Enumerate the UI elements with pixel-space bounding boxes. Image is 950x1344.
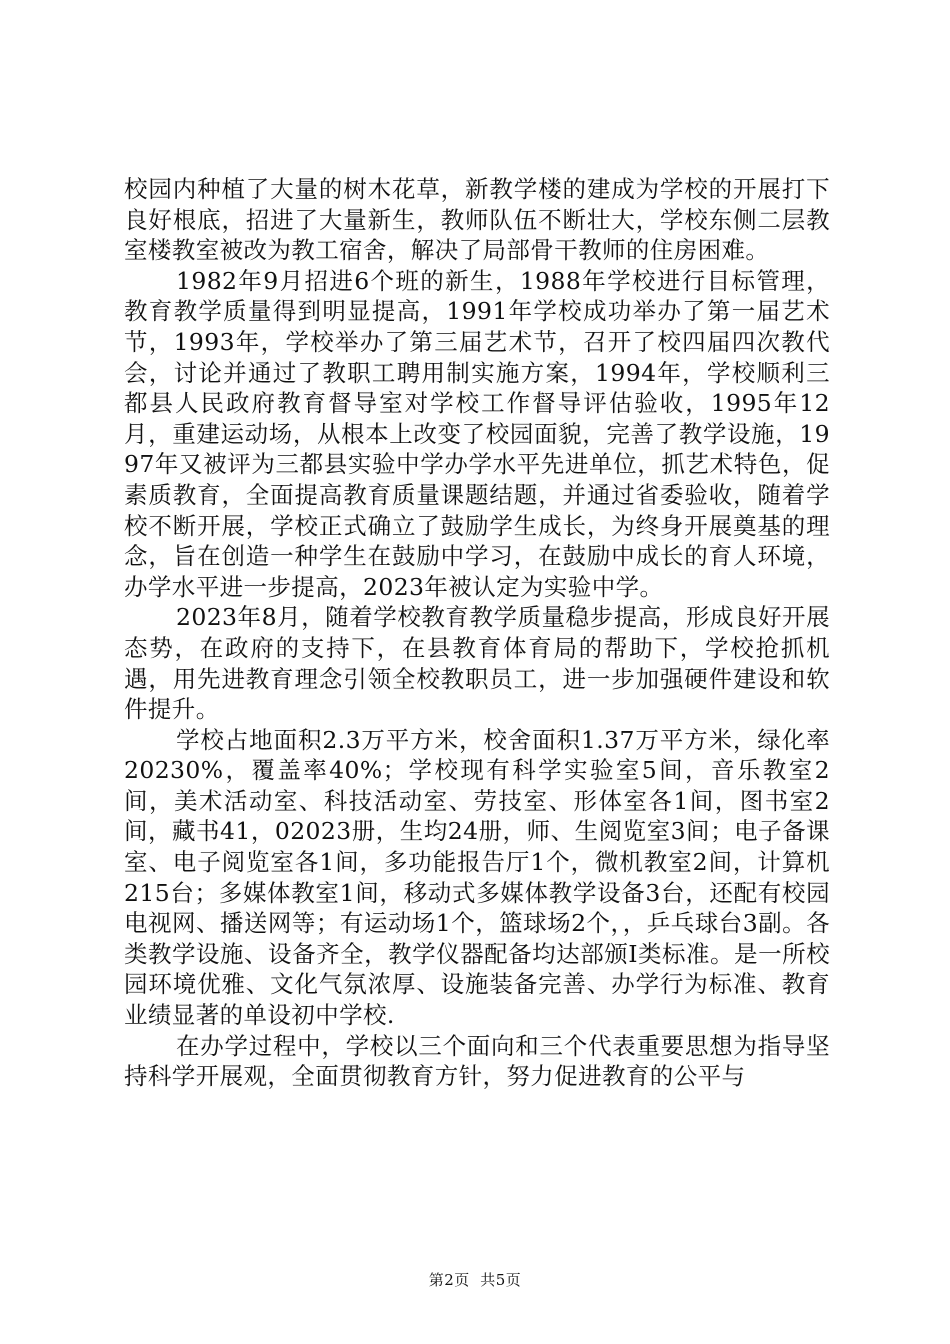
paragraph-history-1982: 1982年9月招进6个班的新生，1988年学校进行目标管理，教育教学质量得到明显提高，1991年学校成功举办了第一届艺术节，1993年，学校举办了第三届艺术节，召开了校四届四次教代会，讨论并通过了教职工聘用制实施方案，1994年，学校顺利三都县人民政府教育督导室对学校工作督导评估验收，1995年12月，重建运动场，从根本上改变了校园面貌，完善了教学设施，1997年又被评为三都县实验中学办学水平先进单位，抓艺术特色，促素质教育，全面提高教育质量课题结题，并通过省委验收，随着学校不断开展，学校正式确立了鼓励学生成长，为终身开展奠基的理念，旨在创造一种学生在鼓励中学习，在鼓励中成长的育人环境，办学水平进一步提高，2023年被认定为实验中学。	[124, 266, 830, 601]
paragraph-history-2023: 2023年8月，随着学校教育教学质量稳步提高，形成良好开展态势，在政府的支持下，在县教育体育局的帮助下，学校抢抓机遇，用先进教育理念引领全校教职员工，进一步加强硬件建设和软件提升。	[124, 603, 830, 724]
paragraph-philosophy: 在办学过程中，学校以三个面向和三个代表重要思想为指导坚持科学开展观，全面贯彻教育方针，努力促进教育的公平与	[124, 1031, 830, 1091]
paragraph-facilities: 学校占地面积2.3万平方米，校舍面积1.37万平方米，绿化率20230%，覆盖率40%；学校现有科学实验室5间，音乐教室2间，美术活动室、科技活动室、劳技室、形体室各1间，图书室2间，藏书41，02023册，生均24册，师、生阅览室3间；电子备课室、电子阅览室各1间，多功能报告厅1个，微机教室2间，计算机215台；多媒体教室1间，移动式多媒体教学设备3台，还配有校园电视网、播送网等；有运动场1个，篮球场2个，，乒乓球台3副。各类教学设施、设备齐全，教学仪器配备均达部颁Ⅰ类标准。是一所校园环境优雅、文化气氛浓厚、设施装备完善、办学行为标准、教育业绩显著的单设初中学校.	[124, 725, 830, 1030]
document-body	[124, 174, 830, 1092]
page-footer: 第2页 共5页	[428, 1271, 522, 1289]
paragraph-continuation: 校园内种植了大量的树木花草，新教学楼的建成为学校的开展打下良好根底，招进了大量新生，教师队伍不断壮大，学校东侧二层教室楼教室被改为教工宿舍，解决了局部骨干教师的住房困难。	[124, 175, 830, 265]
